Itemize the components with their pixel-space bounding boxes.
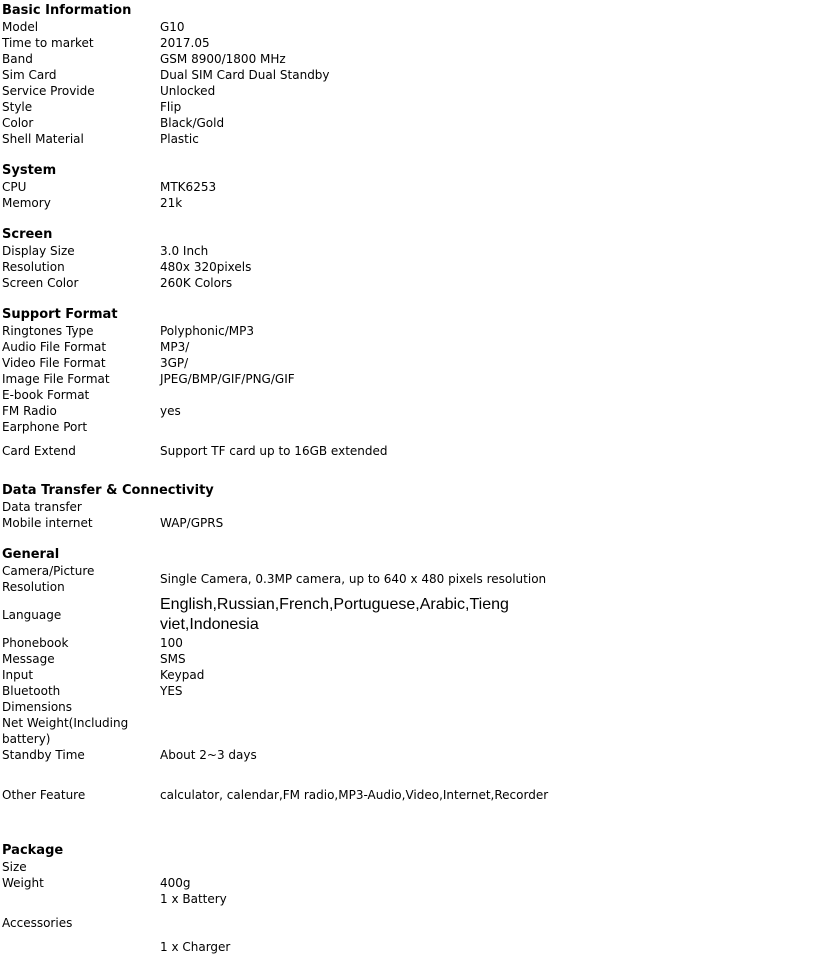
spec-label: Band	[2, 52, 33, 66]
spec-value: Dual SIM Card Dual Standby	[160, 68, 330, 82]
spec-value: 260K Colors	[160, 276, 233, 290]
spec-value: MP3/	[160, 340, 190, 354]
spec-label: Card Extend	[2, 444, 76, 458]
spec-value-camera: Single Camera, 0.3MP camera, up to 640 x 480 pixels resolution	[160, 572, 547, 586]
spec-label: Display Size	[2, 244, 75, 258]
spec-label: Color	[2, 116, 34, 130]
spec-label: Service Provide	[2, 84, 95, 98]
spec-value-standby-time: About 2~3 days	[160, 748, 257, 762]
section-title-system: System	[2, 163, 57, 178]
spec-label: Phonebook	[2, 636, 69, 650]
spec-value: Black/Gold	[160, 116, 225, 130]
spec-value: Keypad	[160, 668, 205, 682]
spec-value-battery: 1 x Battery	[160, 892, 227, 906]
spec-value: 3.0 Inch	[160, 244, 209, 258]
spec-value: Unlocked	[160, 84, 216, 98]
spec-value: 3GP/	[160, 356, 189, 370]
spec-label: Image File Format	[2, 372, 110, 386]
spec-value: 21k	[160, 196, 183, 210]
spec-value: WAP/GPRS	[160, 516, 224, 530]
spec-label-other-feature: Other Feature	[2, 788, 86, 802]
section-title-data-transfer: Data Transfer & Connectivity	[2, 483, 214, 498]
section-title-support-format: Support Format	[2, 307, 118, 322]
spec-label: Sim Card	[2, 68, 57, 82]
spec-label: Memory	[2, 196, 51, 210]
spec-label: Style	[2, 100, 33, 114]
spec-label: Dimensions	[2, 700, 73, 714]
spec-value: 100	[160, 636, 183, 650]
spec-label-standby-time: Standby Time	[2, 748, 85, 762]
spec-value-weight: 400g	[160, 876, 191, 890]
spec-label: Message	[2, 652, 55, 666]
spec-value-language: English,Russian,French,Portuguese,Arabic,Tieng viet,Indonesia	[160, 596, 509, 633]
spec-label: FM Radio	[2, 404, 57, 418]
spec-value: Flip	[160, 100, 182, 114]
spec-label: Earphone Port	[2, 420, 88, 434]
spec-label-net-weight: Net Weight(Including	[2, 716, 129, 730]
spec-label: Time to market	[2, 36, 94, 50]
spec-label: Input	[2, 668, 34, 682]
spec-value: YES	[160, 684, 183, 698]
spec-value: Support TF card up to 16GB extended	[160, 444, 388, 458]
spec-label-accessories: Accessories	[2, 916, 73, 930]
spec-value: yes	[160, 404, 181, 418]
section-title-package: Package	[2, 843, 64, 858]
spec-value: Plastic	[160, 132, 199, 146]
spec-label-camera-continued: Resolution	[2, 580, 65, 594]
spec-label: Audio File Format	[2, 340, 107, 354]
spec-label: Resolution	[2, 260, 65, 274]
spec-value: GSM 8900/1800 MHz	[160, 52, 286, 66]
section-title-screen: Screen	[2, 227, 53, 242]
spec-value-other-feature: calculator, calendar,FM radio,MP3-Audio,Video,Internet,Recorder	[160, 788, 549, 802]
spec-label: Shell Material	[2, 132, 84, 146]
spec-value: 480x 320pixels	[160, 260, 252, 274]
spec-label-camera: Camera/Picture	[2, 564, 95, 578]
spec-label-weight: Weight	[2, 876, 44, 890]
spec-label: Screen Color	[2, 276, 79, 290]
spec-value: G10	[160, 20, 185, 34]
spec-label: Bluetooth	[2, 684, 61, 698]
spec-value: 2017.05	[160, 36, 210, 50]
spec-value: Polyphonic/MP3	[160, 324, 254, 338]
spec-label: Data transfer	[2, 500, 82, 514]
spec-label: CPU	[2, 180, 27, 194]
spec-label-language: Language	[2, 608, 62, 622]
spec-label: Video File Format	[2, 356, 106, 370]
spec-label: Ringtones Type	[2, 324, 94, 338]
spec-label: E-book Format	[2, 388, 90, 402]
spec-value: SMS	[160, 652, 186, 666]
spec-label: Mobile internet	[2, 516, 93, 530]
spec-value-charger: 1 x Charger	[160, 940, 231, 954]
spec-label: Model	[2, 20, 39, 34]
spec-label-size: Size	[2, 860, 27, 874]
spec-label-net-weight-continued: battery)	[2, 732, 51, 746]
section-title-basic-information: Basic Information	[2, 3, 132, 18]
spec-value: JPEG/BMP/GIF/PNG/GIF	[160, 372, 295, 386]
spec-value: MTK6253	[160, 180, 217, 194]
section-title-general: General	[2, 547, 60, 562]
